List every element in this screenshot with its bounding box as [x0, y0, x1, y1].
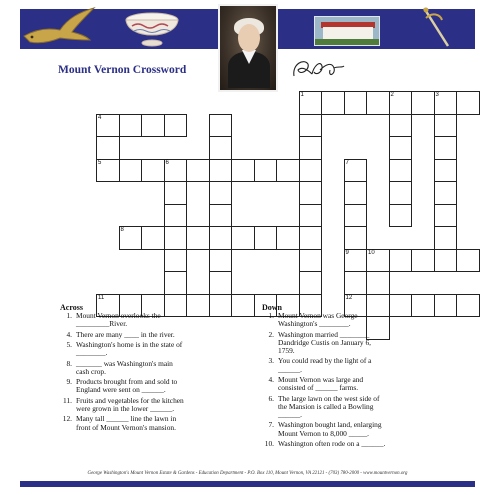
- grid-cell[interactable]: [456, 91, 480, 115]
- page-title: Mount Vernon Crossword: [58, 64, 187, 76]
- grid-cell[interactable]: [299, 136, 323, 160]
- clue-text: Mount Vernon to 8,000 _____.: [278, 428, 370, 438]
- grid-cell[interactable]: [344, 271, 368, 295]
- clue-number-label: 10.: [264, 439, 274, 448]
- grid-cell[interactable]: [141, 226, 165, 250]
- grid-cell[interactable]: [299, 226, 323, 250]
- grid-cell[interactable]: [434, 159, 458, 183]
- portrait-image: [218, 4, 278, 92]
- clue-text: _______ was Washington's main: [76, 358, 173, 368]
- mansion-image: [314, 16, 380, 46]
- grid-cell[interactable]: [186, 159, 210, 183]
- grid-cell[interactable]: [209, 204, 233, 228]
- clue-text: _________River.: [76, 319, 128, 329]
- clue-number-label: 3.: [268, 356, 274, 366]
- grid-cell[interactable]: [434, 136, 458, 160]
- grid-cell[interactable]: [164, 114, 188, 138]
- clue-text: ________.: [76, 348, 108, 358]
- clue-number: 9: [345, 249, 349, 256]
- signature-mark: [290, 56, 346, 82]
- clue-text: consisted of ______ farms.: [278, 383, 359, 393]
- bird-icon: [20, 6, 98, 52]
- clue-number: 3: [435, 92, 439, 98]
- down-clue: [262, 376, 462, 392]
- across-heading: Across: [60, 303, 83, 312]
- down-clue: [262, 421, 462, 437]
- clue-number: 6: [165, 159, 169, 166]
- grid-cell[interactable]: [366, 271, 390, 295]
- clue-number-label: 8.: [66, 358, 72, 368]
- grid-cell[interactable]: [164, 159, 188, 183]
- grid-cell[interactable]: [231, 226, 255, 250]
- clue-number-label: 4.: [66, 329, 72, 339]
- clue-text: ______.: [278, 364, 303, 374]
- grid-cell[interactable]: [321, 91, 345, 115]
- grid-cell[interactable]: [389, 181, 413, 205]
- grid-cell[interactable]: [344, 159, 368, 183]
- grid-cell[interactable]: [299, 114, 323, 138]
- grid-cell[interactable]: [119, 226, 143, 250]
- clue-text: Washington often rode on a ______.: [278, 439, 386, 448]
- grid-cell[interactable]: [164, 271, 188, 295]
- grid-cell[interactable]: [366, 91, 390, 115]
- grid-cell[interactable]: [299, 91, 323, 115]
- clue-number-label: 1.: [268, 311, 274, 320]
- grid-cell[interactable]: [456, 249, 480, 273]
- grid-cell[interactable]: [344, 204, 368, 228]
- down-clue: [262, 357, 462, 373]
- clue-text: There are many ____ in the river.: [76, 329, 175, 339]
- clue-number-label: 9.: [66, 377, 72, 387]
- across-clue: [60, 415, 260, 431]
- clue-text: Washington's ________.: [278, 319, 351, 329]
- grid-cell[interactable]: [119, 114, 143, 138]
- across-clue: [60, 360, 260, 376]
- clue-text: Mount Vernon overlooks the: [76, 311, 161, 320]
- clue-number-label: 11.: [63, 395, 72, 405]
- grid-cell[interactable]: [209, 181, 233, 205]
- clue-text: were grown in the lower ______.: [76, 403, 175, 413]
- grid-cell[interactable]: [96, 114, 120, 138]
- down-clue: [262, 312, 462, 328]
- grid-cell[interactable]: [434, 181, 458, 205]
- across-clue: [60, 312, 260, 328]
- clue-text: front of Mount Vernon's mansion.: [76, 422, 176, 432]
- grid-cell[interactable]: [299, 204, 323, 228]
- clue-text: Fruits and vegetables for the kitchen: [76, 395, 184, 405]
- clue-text: Washington bought land, enlarging: [278, 420, 382, 430]
- grid-cell[interactable]: [231, 159, 255, 183]
- clue-number: 7: [345, 159, 349, 166]
- grid-cell[interactable]: [389, 114, 413, 138]
- footer-bar: [20, 481, 475, 487]
- clue-text: Washington married ________: [278, 329, 370, 339]
- grid-cell[interactable]: [366, 249, 390, 273]
- clue-number-label: 2.: [268, 329, 274, 339]
- grid-cell[interactable]: [276, 159, 300, 183]
- grid-cell[interactable]: [209, 226, 233, 250]
- grid-cell[interactable]: [164, 204, 188, 228]
- grid-cell[interactable]: [299, 181, 323, 205]
- clue-text: Dandridge Custis on January 6,: [278, 337, 371, 347]
- grid-cell[interactable]: [209, 249, 233, 273]
- bowl-icon: [124, 10, 180, 50]
- clue-number: 11: [98, 294, 105, 301]
- grid-cell[interactable]: [254, 159, 278, 183]
- grid-cell[interactable]: [344, 226, 368, 250]
- sword-icon: [418, 4, 454, 50]
- grid-cell[interactable]: [389, 249, 413, 273]
- down-heading: Down: [262, 303, 283, 312]
- clue-text: Many tall ______ line the lawn in: [76, 414, 177, 424]
- grid-cell[interactable]: [344, 91, 368, 115]
- grid-cell[interactable]: [164, 181, 188, 205]
- grid-cell[interactable]: [389, 204, 413, 228]
- clue-number: 12: [345, 294, 353, 301]
- grid-cell[interactable]: [209, 159, 233, 183]
- down-clue: [262, 331, 462, 356]
- clue-number-label: 12.: [62, 414, 72, 424]
- clue-number-label: 4.: [268, 375, 274, 384]
- clue-number: 10: [368, 249, 375, 256]
- grid-cell[interactable]: [389, 136, 413, 160]
- footer-text: George Washington's Mount Vernon Estate & Gardens - Education Department - P.O. Box 110, Mount Vernon, VA 22121 - (703) 780-2000 - www.mountvernon.org: [87, 471, 408, 476]
- clue-number: 2: [390, 92, 394, 98]
- grid-cell[interactable]: [299, 159, 323, 183]
- clue-text: Products brought from and sold to: [76, 377, 178, 387]
- grid-cell[interactable]: [96, 159, 120, 183]
- down-clue: [262, 395, 462, 420]
- clue-number-label: 7.: [268, 420, 274, 430]
- clue-text: ______.: [278, 409, 303, 419]
- down-clue: [262, 440, 462, 448]
- grid-cell[interactable]: [186, 226, 210, 250]
- grid-cell[interactable]: [276, 226, 300, 250]
- grid-cell[interactable]: [434, 114, 458, 138]
- across-clue: [60, 378, 260, 394]
- grid-cell[interactable]: [209, 271, 233, 295]
- grid-cell[interactable]: [434, 226, 458, 250]
- grid-cell[interactable]: [141, 114, 165, 138]
- grid-cell[interactable]: [389, 159, 413, 183]
- clue-text: The large lawn on the west side of: [278, 393, 380, 403]
- grid-cell[interactable]: [299, 249, 323, 273]
- clue-number: 5: [98, 159, 102, 166]
- clue-number: 1: [300, 92, 304, 98]
- grid-cell[interactable]: [299, 271, 323, 295]
- grid-cell[interactable]: [434, 91, 458, 115]
- clue-number-label: 5.: [66, 340, 72, 349]
- clue-text: You could read by the light of a: [278, 356, 372, 366]
- clue-text: Mount Vernon was George: [278, 311, 358, 320]
- clue-number: 4: [98, 114, 102, 121]
- grid-cell[interactable]: [96, 136, 120, 160]
- grid-cell[interactable]: [164, 226, 188, 250]
- grid-cell[interactable]: [411, 91, 435, 115]
- clue-number-label: 1.: [66, 311, 72, 320]
- grid-cell[interactable]: [389, 91, 413, 115]
- across-clue: [60, 397, 260, 413]
- grid-cell[interactable]: [411, 249, 435, 273]
- grid-cell[interactable]: [434, 249, 458, 273]
- clue-text: Washington's home is in the state of: [76, 340, 183, 349]
- clue-number-label: 6.: [268, 393, 274, 403]
- grid-cell[interactable]: [434, 204, 458, 228]
- clue-text: 1759.: [278, 345, 295, 355]
- grid-cell[interactable]: [119, 159, 143, 183]
- grid-cell[interactable]: [254, 226, 278, 250]
- clue-text: Mount Vernon was large and: [278, 375, 364, 384]
- grid-cell[interactable]: [141, 159, 165, 183]
- across-clue: [60, 331, 260, 339]
- clue-number: 8: [120, 227, 124, 233]
- clue-text: cash crop.: [76, 366, 106, 376]
- grid-cell[interactable]: [164, 249, 188, 273]
- clue-text: England were sent on ______.: [76, 385, 166, 395]
- grid-cell[interactable]: [344, 181, 368, 205]
- grid-cell[interactable]: [209, 136, 233, 160]
- grid-cell[interactable]: [344, 249, 368, 273]
- clue-text: the Mansion is called a Bowling: [278, 401, 374, 411]
- grid-cell[interactable]: [209, 114, 233, 138]
- across-clue: [60, 341, 260, 357]
